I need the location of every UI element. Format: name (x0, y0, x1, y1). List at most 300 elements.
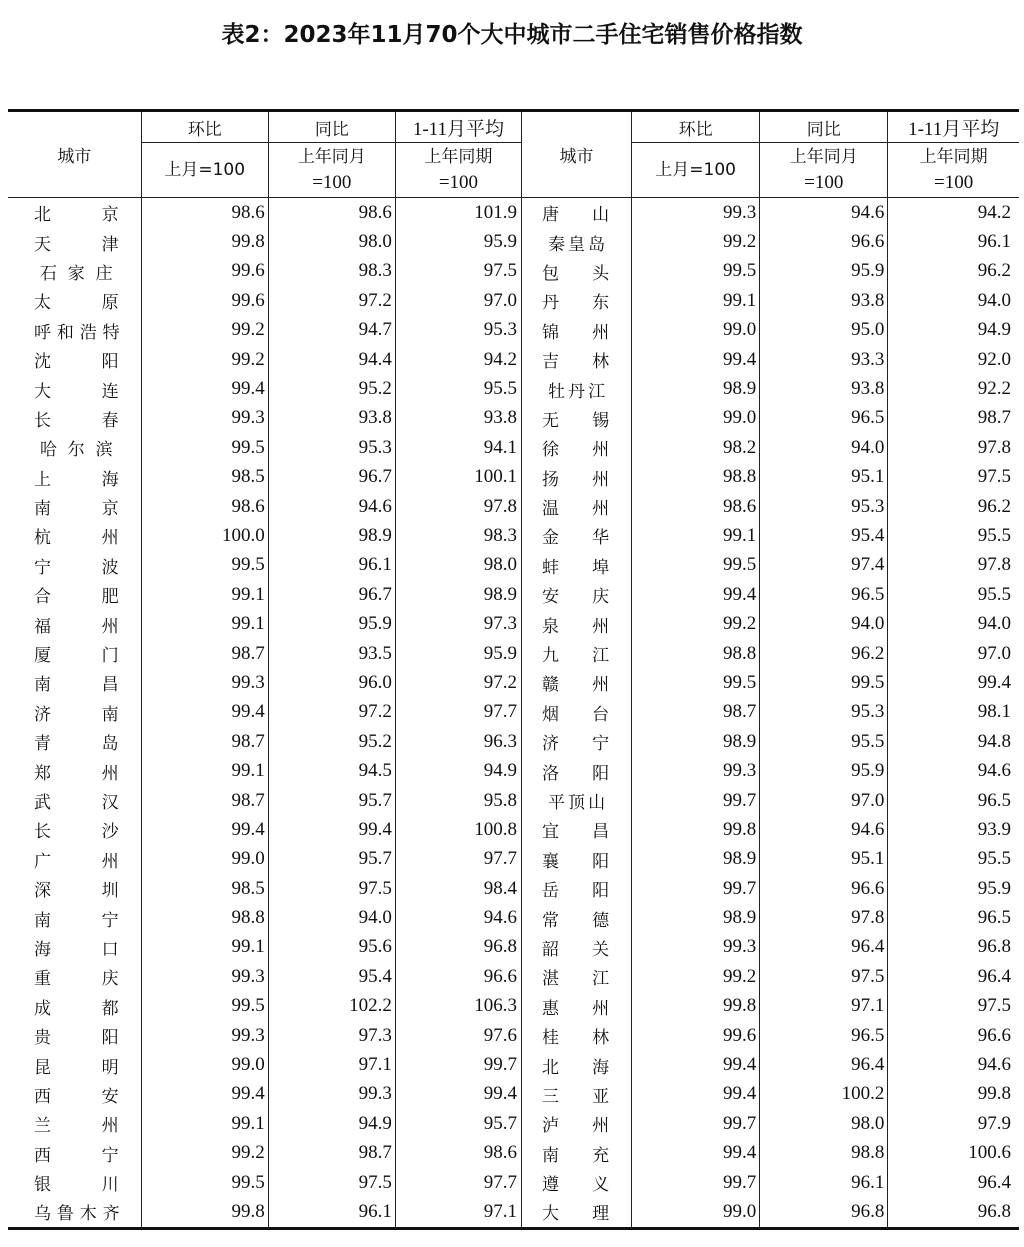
city-name-cell: 广州 (8, 845, 141, 874)
table-row (8, 463, 1019, 492)
city-name-cell: 沈阳 (8, 345, 141, 374)
ytd-avg-index-cell: 94.2 (888, 198, 1019, 228)
city-name-cell: 上海 (8, 463, 141, 492)
city-name-cell: 金华 (521, 521, 631, 550)
header-avg-left: 1-11月平均 (395, 111, 521, 143)
yoy-index-cell: 97.5 (268, 874, 395, 903)
mom-index-cell: 99.1 (632, 286, 760, 315)
city-name-cell: 无锡 (521, 404, 631, 433)
ytd-avg-index-cell: 96.4 (888, 1168, 1019, 1197)
table-row (8, 316, 1019, 345)
yoy-index-cell: 102.2 (268, 992, 395, 1021)
yoy-index-cell: 94.6 (268, 492, 395, 521)
mom-index-cell: 99.2 (141, 345, 268, 374)
mom-index-cell: 99.3 (632, 756, 760, 785)
table-row (8, 874, 1019, 903)
city-name-cell: 杭州 (8, 521, 141, 550)
city-name-cell: 南京 (8, 492, 141, 521)
ytd-avg-index-cell: 96.8 (888, 1197, 1019, 1228)
header-yoy-base-right: 上年同月 =100 (760, 143, 888, 198)
city-name-cell: 济宁 (521, 727, 631, 756)
city-name-cell: 惠州 (521, 992, 631, 1021)
mom-index-cell: 98.7 (141, 786, 268, 815)
mom-index-cell: 99.6 (141, 286, 268, 315)
mom-index-cell: 99.1 (141, 756, 268, 785)
mom-index-cell: 99.8 (632, 992, 760, 1021)
city-name-cell: 南充 (521, 1139, 631, 1168)
table-row (8, 374, 1019, 403)
mom-index-cell: 99.4 (632, 1080, 760, 1109)
city-name-cell: 牡丹江 (521, 374, 631, 403)
yoy-index-cell: 96.4 (760, 1050, 888, 1079)
ytd-avg-index-cell: 96.2 (888, 257, 1019, 286)
yoy-index-cell: 96.6 (760, 874, 888, 903)
ytd-avg-index-cell: 96.8 (888, 933, 1019, 962)
ytd-avg-index-cell: 98.6 (395, 1139, 521, 1168)
city-name-cell: 烟台 (521, 698, 631, 727)
header-mom-base-right: 上月=100 (632, 143, 760, 198)
city-name-cell: 洛阳 (521, 756, 631, 785)
yoy-index-cell: 97.4 (760, 551, 888, 580)
yoy-index-cell: 95.5 (760, 727, 888, 756)
yoy-index-cell: 96.5 (760, 580, 888, 609)
city-name-cell: 石家庄 (8, 257, 141, 286)
yoy-index-cell: 96.8 (760, 1197, 888, 1228)
yoy-index-cell: 95.3 (760, 698, 888, 727)
ytd-avg-index-cell: 92.2 (888, 374, 1019, 403)
header-row-sub (8, 143, 1019, 198)
ytd-avg-index-cell: 94.6 (888, 1050, 1019, 1079)
table-row (8, 433, 1019, 462)
yoy-index-cell: 98.0 (268, 227, 395, 256)
mom-index-cell: 98.7 (632, 698, 760, 727)
mom-index-cell: 99.8 (632, 815, 760, 844)
header-mom-right: 环比 (632, 111, 760, 143)
yoy-index-cell: 93.8 (760, 374, 888, 403)
yoy-index-cell: 95.1 (760, 845, 888, 874)
table-body (8, 198, 1019, 1229)
yoy-index-cell: 96.1 (268, 1197, 395, 1228)
ytd-avg-index-cell: 98.9 (395, 580, 521, 609)
ytd-avg-index-cell: 97.5 (395, 257, 521, 286)
table-row (8, 404, 1019, 433)
yoy-index-cell: 97.2 (268, 698, 395, 727)
document-title: 表2：2023年11月70个大中城市二手住宅销售价格指数 (221, 22, 803, 48)
mom-index-cell: 98.8 (632, 463, 760, 492)
yoy-index-cell: 99.3 (268, 1080, 395, 1109)
table-row (8, 198, 1019, 228)
table-row (8, 933, 1019, 962)
mom-index-cell: 98.5 (141, 874, 268, 903)
mom-index-cell: 99.5 (632, 257, 760, 286)
mom-index-cell: 98.6 (141, 198, 268, 228)
price-index-table (8, 109, 1019, 1230)
table-row (8, 815, 1019, 844)
mom-index-cell: 99.0 (632, 404, 760, 433)
table-row (8, 1139, 1019, 1168)
city-name-cell: 长春 (8, 404, 141, 433)
yoy-index-cell: 93.5 (268, 639, 395, 668)
ytd-avg-index-cell: 98.3 (395, 521, 521, 550)
city-name-cell: 深圳 (8, 874, 141, 903)
city-name-cell: 常德 (521, 903, 631, 932)
ytd-avg-index-cell: 96.6 (888, 1021, 1019, 1050)
header-avg-right: 1-11月平均 (888, 111, 1019, 143)
table-row (8, 903, 1019, 932)
yoy-index-cell: 94.0 (760, 433, 888, 462)
yoy-index-cell: 97.3 (268, 1021, 395, 1050)
ytd-avg-index-cell: 94.9 (888, 316, 1019, 345)
table-row (8, 639, 1019, 668)
mom-index-cell: 99.8 (141, 1197, 268, 1228)
ytd-avg-index-cell: 94.6 (395, 903, 521, 932)
table-row (8, 257, 1019, 286)
yoy-index-cell: 96.2 (760, 639, 888, 668)
ytd-avg-index-cell: 97.2 (395, 668, 521, 697)
city-name-cell: 武汉 (8, 786, 141, 815)
header-city-left: 城市 (8, 111, 141, 198)
mom-index-cell: 99.7 (632, 786, 760, 815)
city-name-cell: 北京 (8, 198, 141, 228)
yoy-index-cell: 96.5 (760, 1021, 888, 1050)
yoy-index-cell: 98.0 (760, 1109, 888, 1138)
mom-index-cell: 99.5 (632, 551, 760, 580)
city-name-cell: 西安 (8, 1080, 141, 1109)
yoy-index-cell: 96.7 (268, 580, 395, 609)
header-mom-base-left: 上月=100 (141, 143, 268, 198)
ytd-avg-index-cell: 98.1 (888, 698, 1019, 727)
city-name-cell: 扬州 (521, 463, 631, 492)
city-name-cell: 乌鲁木齐 (8, 1197, 141, 1228)
mom-index-cell: 100.0 (141, 521, 268, 550)
mom-index-cell: 99.0 (141, 845, 268, 874)
city-name-cell: 海口 (8, 933, 141, 962)
city-name-cell: 贵阳 (8, 1021, 141, 1050)
table-row (8, 962, 1019, 991)
mom-index-cell: 99.4 (632, 345, 760, 374)
ytd-avg-index-cell: 100.8 (395, 815, 521, 844)
mom-index-cell: 98.6 (632, 492, 760, 521)
table-row (8, 1197, 1019, 1228)
mom-index-cell: 99.6 (141, 257, 268, 286)
ytd-avg-index-cell: 100.1 (395, 463, 521, 492)
table-row (8, 551, 1019, 580)
ytd-avg-index-cell: 97.6 (395, 1021, 521, 1050)
city-name-cell: 桂林 (521, 1021, 631, 1050)
mom-index-cell: 99.4 (632, 580, 760, 609)
table-row (8, 580, 1019, 609)
mom-index-cell: 99.1 (141, 1109, 268, 1138)
mom-index-cell: 99.7 (632, 1109, 760, 1138)
yoy-index-cell: 94.0 (268, 903, 395, 932)
city-name-cell: 北海 (521, 1050, 631, 1079)
ytd-avg-index-cell: 92.0 (888, 345, 1019, 374)
yoy-index-cell: 93.3 (760, 345, 888, 374)
city-name-cell: 西宁 (8, 1139, 141, 1168)
ytd-avg-index-cell: 94.6 (888, 756, 1019, 785)
ytd-avg-index-cell: 96.5 (888, 786, 1019, 815)
ytd-avg-index-cell: 97.5 (888, 463, 1019, 492)
city-name-cell: 兰州 (8, 1109, 141, 1138)
city-name-cell: 长沙 (8, 815, 141, 844)
ytd-avg-index-cell: 99.7 (395, 1050, 521, 1079)
city-name-cell: 包头 (521, 257, 631, 286)
header-city-right: 城市 (521, 111, 631, 198)
ytd-avg-index-cell: 97.9 (888, 1109, 1019, 1138)
table-row (8, 227, 1019, 256)
table-row (8, 727, 1019, 756)
city-name-cell: 厦门 (8, 639, 141, 668)
mom-index-cell: 99.3 (141, 404, 268, 433)
mom-index-cell: 99.0 (632, 316, 760, 345)
mom-index-cell: 99.1 (141, 933, 268, 962)
yoy-index-cell: 96.7 (268, 463, 395, 492)
city-name-cell: 九江 (521, 639, 631, 668)
city-name-cell: 唐山 (521, 198, 631, 228)
city-name-cell: 合肥 (8, 580, 141, 609)
mom-index-cell: 99.5 (141, 551, 268, 580)
mom-index-cell: 99.1 (141, 580, 268, 609)
mom-index-cell: 99.4 (141, 698, 268, 727)
mom-index-cell: 99.8 (141, 227, 268, 256)
table-row (8, 668, 1019, 697)
city-name-cell: 宜昌 (521, 815, 631, 844)
yoy-index-cell: 94.5 (268, 756, 395, 785)
ytd-avg-index-cell: 97.8 (888, 433, 1019, 462)
mom-index-cell: 99.0 (632, 1197, 760, 1228)
mom-index-cell: 99.2 (141, 316, 268, 345)
ytd-avg-index-cell: 100.6 (888, 1139, 1019, 1168)
ytd-avg-index-cell: 96.2 (888, 492, 1019, 521)
yoy-index-cell: 94.9 (268, 1109, 395, 1138)
ytd-avg-index-cell: 95.9 (395, 227, 521, 256)
yoy-index-cell: 95.4 (760, 521, 888, 550)
city-name-cell: 平顶山 (521, 786, 631, 815)
ytd-avg-index-cell: 96.1 (888, 227, 1019, 256)
ytd-avg-index-cell: 96.4 (888, 962, 1019, 991)
mom-index-cell: 98.6 (141, 492, 268, 521)
mom-index-cell: 99.7 (632, 1168, 760, 1197)
yoy-index-cell: 97.2 (268, 286, 395, 315)
yoy-index-cell: 96.1 (760, 1168, 888, 1197)
table-row (8, 845, 1019, 874)
city-name-cell: 泉州 (521, 609, 631, 638)
ytd-avg-index-cell: 99.4 (395, 1080, 521, 1109)
ytd-avg-index-cell: 94.0 (888, 609, 1019, 638)
header-row-top (8, 111, 1019, 143)
table-row (8, 1109, 1019, 1138)
ytd-avg-index-cell: 96.8 (395, 933, 521, 962)
mom-index-cell: 99.5 (632, 668, 760, 697)
yoy-index-cell: 95.2 (268, 727, 395, 756)
yoy-index-cell: 95.9 (268, 609, 395, 638)
yoy-index-cell: 97.5 (760, 962, 888, 991)
mom-index-cell: 99.2 (632, 609, 760, 638)
table-row (8, 521, 1019, 550)
table-row (8, 609, 1019, 638)
city-name-cell: 安庆 (521, 580, 631, 609)
mom-index-cell: 98.7 (141, 727, 268, 756)
ytd-avg-index-cell: 98.7 (888, 404, 1019, 433)
city-name-cell: 赣州 (521, 668, 631, 697)
yoy-index-cell: 98.3 (268, 257, 395, 286)
ytd-avg-index-cell: 99.4 (888, 668, 1019, 697)
table-row (8, 1168, 1019, 1197)
city-name-cell: 湛江 (521, 962, 631, 991)
ytd-avg-index-cell: 97.7 (395, 845, 521, 874)
yoy-index-cell: 94.6 (760, 198, 888, 228)
yoy-index-cell: 96.5 (760, 404, 888, 433)
ytd-avg-index-cell: 97.5 (888, 992, 1019, 1021)
city-name-cell: 温州 (521, 492, 631, 521)
yoy-index-cell: 97.1 (268, 1050, 395, 1079)
ytd-avg-index-cell: 94.9 (395, 756, 521, 785)
yoy-index-cell: 96.4 (760, 933, 888, 962)
header-yoy-base-left: 上年同月 =100 (268, 143, 395, 198)
yoy-index-cell: 95.3 (760, 492, 888, 521)
header-yoy-left: 同比 (268, 111, 395, 143)
ytd-avg-index-cell: 93.9 (888, 815, 1019, 844)
table-row (8, 1050, 1019, 1079)
city-name-cell: 重庆 (8, 962, 141, 991)
ytd-avg-index-cell: 96.5 (888, 903, 1019, 932)
ytd-avg-index-cell: 97.8 (888, 551, 1019, 580)
ytd-avg-index-cell: 94.2 (395, 345, 521, 374)
header-yoy-right: 同比 (760, 111, 888, 143)
mom-index-cell: 99.5 (141, 1168, 268, 1197)
yoy-index-cell: 94.0 (760, 609, 888, 638)
yoy-index-cell: 95.6 (268, 933, 395, 962)
yoy-index-cell: 94.6 (760, 815, 888, 844)
mom-index-cell: 99.4 (141, 1080, 268, 1109)
city-name-cell: 锦州 (521, 316, 631, 345)
city-name-cell: 三亚 (521, 1080, 631, 1109)
mom-index-cell: 98.5 (141, 463, 268, 492)
ytd-avg-index-cell: 99.8 (888, 1080, 1019, 1109)
yoy-index-cell: 99.5 (760, 668, 888, 697)
yoy-index-cell: 95.4 (268, 962, 395, 991)
city-name-cell: 银川 (8, 1168, 141, 1197)
yoy-index-cell: 94.4 (268, 345, 395, 374)
city-name-cell: 徐州 (521, 433, 631, 462)
yoy-index-cell: 98.9 (268, 521, 395, 550)
city-name-cell: 大理 (521, 1197, 631, 1228)
yoy-index-cell: 95.7 (268, 786, 395, 815)
ytd-avg-index-cell: 95.5 (888, 521, 1019, 550)
mom-index-cell: 99.4 (141, 374, 268, 403)
ytd-avg-index-cell: 94.0 (888, 286, 1019, 315)
yoy-index-cell: 98.8 (760, 1139, 888, 1168)
ytd-avg-index-cell: 97.7 (395, 698, 521, 727)
yoy-index-cell: 95.1 (760, 463, 888, 492)
ytd-avg-index-cell: 95.8 (395, 786, 521, 815)
city-name-cell: 韶关 (521, 933, 631, 962)
mom-index-cell: 99.2 (632, 962, 760, 991)
mom-index-cell: 99.0 (141, 1050, 268, 1079)
city-name-cell: 昆明 (8, 1050, 141, 1079)
ytd-avg-index-cell: 97.7 (395, 1168, 521, 1197)
mom-index-cell: 99.3 (141, 1021, 268, 1050)
yoy-index-cell: 97.0 (760, 786, 888, 815)
city-name-cell: 南昌 (8, 668, 141, 697)
mom-index-cell: 98.7 (141, 639, 268, 668)
mom-index-cell: 98.2 (632, 433, 760, 462)
ytd-avg-index-cell: 95.9 (395, 639, 521, 668)
ytd-avg-index-cell: 94.8 (888, 727, 1019, 756)
yoy-index-cell: 94.7 (268, 316, 395, 345)
ytd-avg-index-cell: 96.6 (395, 962, 521, 991)
mom-index-cell: 98.9 (632, 845, 760, 874)
ytd-avg-index-cell: 96.3 (395, 727, 521, 756)
ytd-avg-index-cell: 97.1 (395, 1197, 521, 1228)
mom-index-cell: 99.6 (632, 1021, 760, 1050)
city-name-cell: 宁波 (8, 551, 141, 580)
mom-index-cell: 99.2 (632, 227, 760, 256)
table-row (8, 698, 1019, 727)
yoy-index-cell: 97.8 (760, 903, 888, 932)
mom-index-cell: 99.3 (141, 668, 268, 697)
mom-index-cell: 99.1 (141, 609, 268, 638)
mom-index-cell: 98.9 (632, 727, 760, 756)
yoy-index-cell: 98.7 (268, 1139, 395, 1168)
yoy-index-cell: 95.0 (760, 316, 888, 345)
yoy-index-cell: 99.4 (268, 815, 395, 844)
ytd-avg-index-cell: 95.5 (888, 580, 1019, 609)
ytd-avg-index-cell: 97.8 (395, 492, 521, 521)
yoy-index-cell: 96.0 (268, 668, 395, 697)
city-name-cell: 蚌埠 (521, 551, 631, 580)
mom-index-cell: 99.7 (632, 874, 760, 903)
yoy-index-cell: 95.3 (268, 433, 395, 462)
mom-index-cell: 99.4 (141, 815, 268, 844)
city-name-cell: 济南 (8, 698, 141, 727)
mom-index-cell: 99.3 (141, 962, 268, 991)
mom-index-cell: 98.9 (632, 903, 760, 932)
ytd-avg-index-cell: 97.0 (888, 639, 1019, 668)
ytd-avg-index-cell: 98.4 (395, 874, 521, 903)
city-name-cell: 大连 (8, 374, 141, 403)
ytd-avg-index-cell: 95.3 (395, 316, 521, 345)
yoy-index-cell: 95.7 (268, 845, 395, 874)
ytd-avg-index-cell: 98.0 (395, 551, 521, 580)
ytd-avg-index-cell: 95.7 (395, 1109, 521, 1138)
city-name-cell: 福州 (8, 609, 141, 638)
city-name-cell: 天津 (8, 227, 141, 256)
city-name-cell: 太原 (8, 286, 141, 315)
yoy-index-cell: 93.8 (268, 404, 395, 433)
mom-index-cell: 99.5 (141, 992, 268, 1021)
yoy-index-cell: 95.2 (268, 374, 395, 403)
header-mom-left: 环比 (141, 111, 268, 143)
ytd-avg-index-cell: 97.3 (395, 609, 521, 638)
table-row (8, 492, 1019, 521)
yoy-index-cell: 95.9 (760, 257, 888, 286)
city-name-cell: 郑州 (8, 756, 141, 785)
table-row (8, 286, 1019, 315)
yoy-index-cell: 97.1 (760, 992, 888, 1021)
mom-index-cell: 99.1 (632, 521, 760, 550)
city-name-cell: 呼和浩特 (8, 316, 141, 345)
ytd-avg-index-cell: 95.5 (888, 845, 1019, 874)
mom-index-cell: 99.4 (632, 1139, 760, 1168)
ytd-avg-index-cell: 101.9 (395, 198, 521, 228)
city-name-cell: 遵义 (521, 1168, 631, 1197)
city-name-cell: 丹东 (521, 286, 631, 315)
mom-index-cell: 99.3 (632, 933, 760, 962)
header-avg-base-left: 上年同期 =100 (395, 143, 521, 198)
mom-index-cell: 99.4 (632, 1050, 760, 1079)
yoy-index-cell: 98.6 (268, 198, 395, 228)
